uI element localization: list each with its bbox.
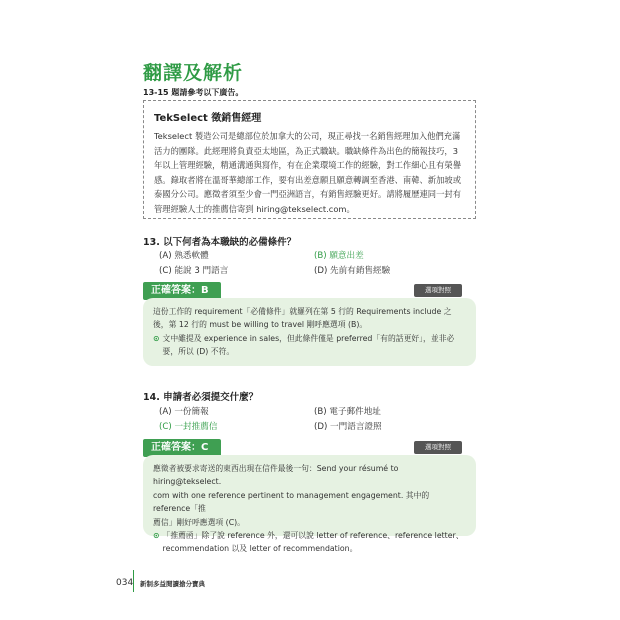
- q13-option-a: (A) 熟悉軟體: [159, 251, 209, 261]
- ad-body: [154, 129, 465, 217]
- q14-note: [153, 529, 466, 556]
- q13-note: [153, 332, 466, 359]
- explanation-line: 後，第 12 行的 must be willing to travel 剛呼應選項 (B)。: [153, 320, 368, 330]
- q14-option-d: (D) 一門語言證照: [314, 422, 382, 432]
- ad-line: 年以上管理經驗，精通溝通與寫作，有在企業環境工作的經驗，對工作細心且有榮譽: [154, 160, 461, 171]
- q14-option-b: (B) 電子郵件地址: [314, 407, 381, 417]
- question-13: 13. 以下何者為本職缺的必備條件？: [143, 237, 297, 248]
- advertisement-box: [143, 100, 476, 219]
- note-line: 「推薦函」除了說 reference 外，還可以說 letter of reference、reference letter、: [162, 531, 464, 541]
- ad-line: 管理經驗人士的推薦信寄到 hiring@tekselect.com。: [154, 203, 355, 214]
- explanation-line: com with one reference pertinent to management engagement. 其中的 reference「推: [153, 490, 430, 514]
- ad-heading: TekSelect 徵銷售經理: [154, 113, 262, 124]
- ad-line: 活力的團隊。此經理將負責亞太地區，為正式職缺。職缺條件為出色的簡報技巧，3: [154, 145, 458, 156]
- q14-option-a: (A) 一份簡報: [159, 407, 209, 417]
- footer-divider: [133, 570, 134, 592]
- note-line: recommendation 以及 letter of recommendation。: [162, 544, 358, 554]
- q13-option-b: (B) 願意出差: [314, 251, 364, 261]
- q14-compare-badge: 選項對照: [414, 441, 462, 454]
- q14-answer-label: 正確答案：C: [143, 439, 221, 457]
- question-14: 14. 申請者必須提交什麼？: [143, 392, 259, 403]
- explanation-line: 應徵者被要求寄送的東西出現在信件最後一句：Send your résumé to hiring@tekselect.: [153, 464, 399, 487]
- note-circle-icon: ⊙: [153, 333, 160, 343]
- q13-explanation: [143, 298, 476, 366]
- explanation-line: 薦信」剛好呼應選項 (C)。: [153, 517, 245, 527]
- page-number: 034: [116, 578, 134, 588]
- q13-option-c: (C) 能說 3 門語言: [159, 266, 229, 276]
- note-line: 文中雖提及 experience in sales，但此條件僅是 preferred「有的話更好」，並非必: [162, 333, 455, 343]
- note-circle-icon: ⊙: [153, 531, 160, 541]
- book-title: 新制多益閱讀搶分寶典: [140, 580, 205, 588]
- q14-explanation: [143, 455, 476, 554]
- q13-answer-label: 正確答案：B: [143, 282, 221, 300]
- intro-text: 13-15 題請參考以下廣告。: [143, 88, 244, 97]
- note-line: 要，所以 (D) 不符。: [162, 347, 235, 357]
- ad-line: 感。錄取者將在溫哥華總部工作，要有出差意願且願意轉調至香港、南韓、新加坡或: [154, 174, 461, 185]
- q13-compare-badge: 選項對照: [414, 284, 462, 297]
- explanation-line: 這份工作的 requirement「必備條件」就羅列在第 5 行的 Requirements include 之: [153, 307, 452, 316]
- q13-option-d: (D) 先前有銷售經驗: [314, 266, 391, 276]
- ad-line: Tekselect 製造公司是總部位於加拿大的公司，現正尋找一名銷售經理加入他們充滿: [154, 131, 461, 141]
- ad-line: 泰國分公司。應徵者須至少會一門亞洲語言，有銷售經驗更好。請將履歷連同一封有: [154, 189, 461, 200]
- q14-option-c: (C) 一封推薦信: [159, 422, 218, 432]
- page-title: 翻譯及解析: [143, 62, 244, 84]
